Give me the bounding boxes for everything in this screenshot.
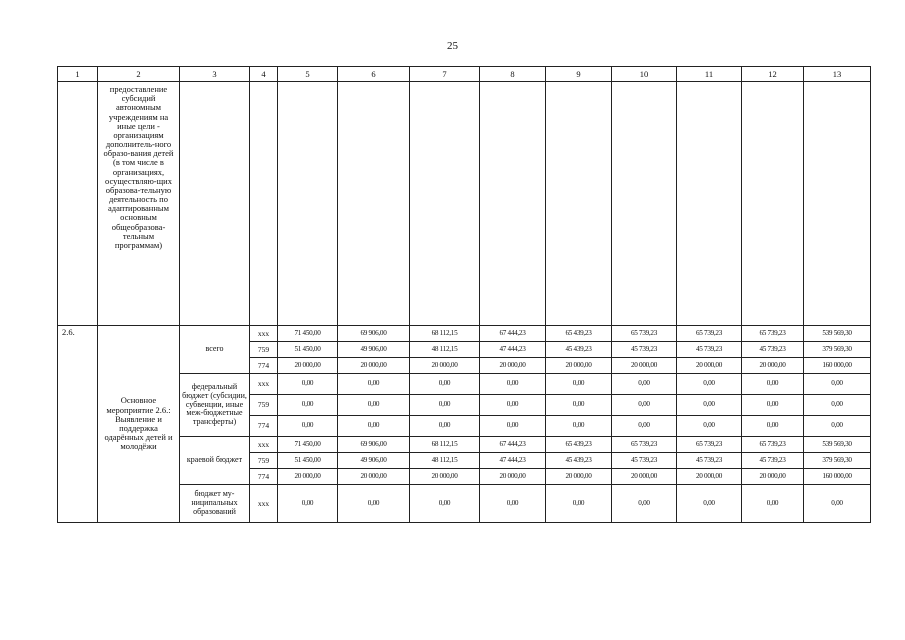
value-cell: 0,00 — [480, 485, 546, 523]
code-cell: 774 — [250, 416, 278, 437]
code-cell: xxx — [250, 485, 278, 523]
empty-cell — [58, 82, 98, 326]
empty-cell — [677, 82, 742, 326]
continuation-description: предоставление субсидий автономным учреждениям на иные цели - организациям дополнитель-ного образо-вания детей (в том числе в организациях, осуществляю-щих образова-тельную деятельность по адаптированным основным общеобразова-тельным программам) — [98, 82, 180, 326]
value-cell: 0,00 — [546, 395, 612, 416]
value-cell: 0,00 — [742, 416, 804, 437]
code-cell: xxx — [250, 437, 278, 453]
value-cell: 65 739,23 — [612, 437, 677, 453]
code-cell: 759 — [250, 453, 278, 469]
value-cell: 20 000,00 — [278, 358, 338, 374]
value-cell: 0,00 — [742, 395, 804, 416]
code-cell: xxx — [250, 374, 278, 395]
value-cell: 0,00 — [278, 485, 338, 523]
value-cell: 65 739,23 — [742, 326, 804, 342]
value-cell: 67 444,23 — [480, 437, 546, 453]
header-cell: 8 — [480, 67, 546, 82]
code-cell: 759 — [250, 395, 278, 416]
value-cell: 0,00 — [480, 416, 546, 437]
table-row — [58, 437, 871, 453]
value-cell: 20 000,00 — [480, 469, 546, 485]
value-cell: 20 000,00 — [546, 358, 612, 374]
value-cell: 0,00 — [338, 395, 410, 416]
empty-cell — [250, 82, 278, 326]
page-number: 25 — [447, 40, 458, 52]
code-cell: 774 — [250, 469, 278, 485]
value-cell: 0,00 — [338, 485, 410, 523]
header-cell: 4 — [250, 67, 278, 82]
value-cell: 0,00 — [612, 485, 677, 523]
value-cell: 49 906,00 — [338, 342, 410, 358]
value-cell: 20 000,00 — [612, 469, 677, 485]
value-cell: 0,00 — [546, 485, 612, 523]
value-cell: 71 450,00 — [278, 437, 338, 453]
value-cell: 20 000,00 — [338, 358, 410, 374]
value-cell: 67 444,23 — [480, 326, 546, 342]
value-cell: 45 739,23 — [742, 453, 804, 469]
value-cell: 68 112,15 — [410, 437, 480, 453]
value-cell: 20 000,00 — [677, 358, 742, 374]
value-cell: 65 439,23 — [546, 326, 612, 342]
budget-table — [57, 66, 871, 523]
funding-source-label: федеральный бюджет (субсидии, субвенции, иные меж-бюджетные трансферты) — [180, 374, 250, 437]
value-cell: 20 000,00 — [410, 358, 480, 374]
header-cell: 12 — [742, 67, 804, 82]
value-cell: 20 000,00 — [742, 358, 804, 374]
value-cell: 45 439,23 — [546, 453, 612, 469]
value-cell: 45 739,23 — [742, 342, 804, 358]
value-cell: 47 444,23 — [480, 453, 546, 469]
funding-source-label: краевой бюджет — [180, 437, 250, 485]
value-cell: 0,00 — [338, 374, 410, 395]
value-cell: 65 439,23 — [546, 437, 612, 453]
header-cell: 3 — [180, 67, 250, 82]
code-cell: 759 — [250, 342, 278, 358]
value-cell: 45 739,23 — [677, 342, 742, 358]
value-cell: 0,00 — [677, 395, 742, 416]
header-cell: 5 — [278, 67, 338, 82]
value-cell: 20 000,00 — [278, 469, 338, 485]
value-cell: 539 569,30 — [804, 326, 871, 342]
value-cell: 0,00 — [480, 374, 546, 395]
empty-cell — [612, 82, 677, 326]
value-cell: 48 112,15 — [410, 453, 480, 469]
value-cell: 0,00 — [410, 395, 480, 416]
value-cell: 20 000,00 — [338, 469, 410, 485]
value-cell: 65 739,23 — [742, 437, 804, 453]
value-cell: 0,00 — [546, 416, 612, 437]
value-cell: 65 739,23 — [677, 326, 742, 342]
value-cell: 49 906,00 — [338, 453, 410, 469]
value-cell: 45 739,23 — [677, 453, 742, 469]
empty-cell — [410, 82, 480, 326]
empty-cell — [338, 82, 410, 326]
section-name: Основное мероприятие 2.6.: Выявление и поддержка одарённых детей и молодёжи — [98, 326, 180, 523]
value-cell: 45 739,23 — [612, 342, 677, 358]
value-cell: 0,00 — [338, 416, 410, 437]
value-cell: 0,00 — [804, 485, 871, 523]
table-row — [58, 374, 871, 395]
value-cell: 0,00 — [278, 395, 338, 416]
value-cell: 0,00 — [612, 395, 677, 416]
header-cell: 7 — [410, 67, 480, 82]
value-cell: 51 450,00 — [278, 453, 338, 469]
value-cell: 0,00 — [480, 395, 546, 416]
value-cell: 0,00 — [677, 416, 742, 437]
value-cell: 20 000,00 — [480, 358, 546, 374]
empty-cell — [546, 82, 612, 326]
value-cell: 0,00 — [677, 485, 742, 523]
value-cell: 0,00 — [677, 374, 742, 395]
funding-source-label: всего — [180, 326, 250, 374]
value-cell: 65 739,23 — [677, 437, 742, 453]
header-cell: 13 — [804, 67, 871, 82]
code-cell: xxx — [250, 326, 278, 342]
value-cell: 0,00 — [804, 416, 871, 437]
value-cell: 47 444,23 — [480, 342, 546, 358]
value-cell: 0,00 — [410, 416, 480, 437]
value-cell: 0,00 — [546, 374, 612, 395]
value-cell: 20 000,00 — [546, 469, 612, 485]
value-cell: 20 000,00 — [677, 469, 742, 485]
header-row — [58, 67, 871, 82]
header-cell: 1 — [58, 67, 98, 82]
table-row — [58, 485, 871, 523]
value-cell: 0,00 — [804, 374, 871, 395]
value-cell: 51 450,00 — [278, 342, 338, 358]
value-cell: 20 000,00 — [612, 358, 677, 374]
value-cell: 45 739,23 — [612, 453, 677, 469]
funding-source-label: бюджет му-ниципальных образований — [180, 485, 250, 523]
empty-cell — [480, 82, 546, 326]
table-row — [58, 326, 871, 342]
header-cell: 6 — [338, 67, 410, 82]
header-cell: 2 — [98, 67, 180, 82]
header-cell: 11 — [677, 67, 742, 82]
section-number: 2.6. — [58, 326, 98, 523]
value-cell: 0,00 — [278, 374, 338, 395]
value-cell: 379 569,30 — [804, 453, 871, 469]
value-cell: 65 739,23 — [612, 326, 677, 342]
header-cell: 9 — [546, 67, 612, 82]
value-cell: 160 000,00 — [804, 469, 871, 485]
value-cell: 0,00 — [410, 374, 480, 395]
value-cell: 160 000,00 — [804, 358, 871, 374]
value-cell: 20 000,00 — [742, 469, 804, 485]
code-cell: 774 — [250, 358, 278, 374]
value-cell: 0,00 — [804, 395, 871, 416]
value-cell: 45 439,23 — [546, 342, 612, 358]
continuation-row — [58, 82, 871, 326]
value-cell: 0,00 — [612, 374, 677, 395]
table-body — [58, 67, 871, 523]
value-cell: 68 112,15 — [410, 326, 480, 342]
empty-cell — [742, 82, 804, 326]
value-cell: 0,00 — [742, 485, 804, 523]
value-cell: 69 906,00 — [338, 326, 410, 342]
value-cell: 0,00 — [742, 374, 804, 395]
value-cell: 0,00 — [278, 416, 338, 437]
empty-cell — [804, 82, 871, 326]
value-cell: 379 569,30 — [804, 342, 871, 358]
empty-cell — [180, 82, 250, 326]
empty-cell — [278, 82, 338, 326]
value-cell: 0,00 — [612, 416, 677, 437]
value-cell: 20 000,00 — [410, 469, 480, 485]
value-cell: 71 450,00 — [278, 326, 338, 342]
value-cell: 48 112,15 — [410, 342, 480, 358]
value-cell: 0,00 — [410, 485, 480, 523]
value-cell: 539 569,30 — [804, 437, 871, 453]
value-cell: 69 906,00 — [338, 437, 410, 453]
header-cell: 10 — [612, 67, 677, 82]
